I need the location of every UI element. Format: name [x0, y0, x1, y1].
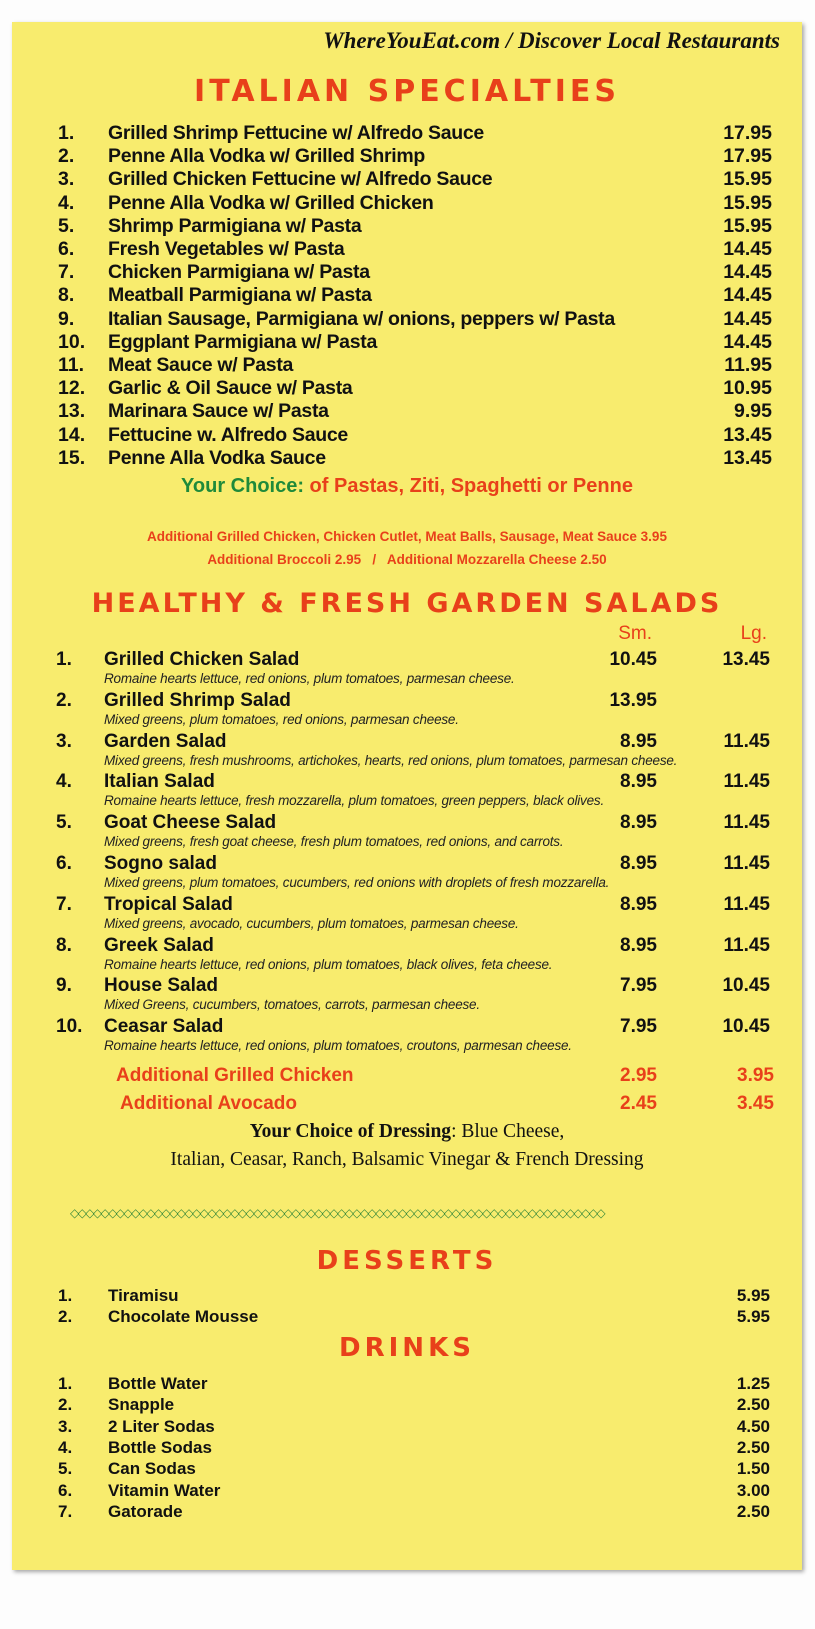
pasta-choice-text: of Pastas, Ziti, Spaghetti or Penne	[304, 475, 633, 497]
addon-name: Additional Grilled Chicken	[116, 1065, 354, 1086]
item-name: Gatorade	[108, 1501, 183, 1521]
item-name: 2 Liter Sodas	[108, 1416, 215, 1436]
item-name: Penne Alla Vodka Sauce	[108, 446, 326, 469]
item-price: 1.25	[736, 1374, 770, 1393]
item-price: 17.95	[723, 122, 772, 144]
salad-item	[12, 894, 802, 934]
item-name: Penne Alla Vodka w/ Grilled Chicken	[108, 191, 434, 214]
item-price: 14.45	[723, 261, 772, 284]
salad-number: 1.	[56, 649, 72, 670]
addon-price-large: 3.95	[737, 1065, 774, 1086]
item-number: 9.	[58, 307, 75, 330]
item-name: Meatball Parmigiana w/ Pasta	[108, 284, 372, 307]
item-name: Shrimp Parmigiana w/ Pasta	[108, 214, 362, 237]
italian-section-title: ITALIAN SPECIALTIES	[194, 74, 620, 109]
item-number: 4.	[58, 1437, 73, 1457]
item-price: 11.95	[724, 354, 772, 376]
item-price: 5.95	[736, 1307, 770, 1326]
pasta-choice-line	[12, 475, 802, 498]
salad-description: Romaine hearts lettuce, fresh mozzarella, plum tomatoes, green peppers, black olives.	[104, 793, 605, 809]
item-name: Fettucine w. Alfredo Sauce	[108, 423, 348, 446]
salad-item	[12, 812, 802, 852]
item-name: Marinara Sauce w/ Pasta	[108, 400, 329, 423]
dressing-line-1	[12, 1121, 802, 1143]
salad-price-large: 11.45	[723, 934, 770, 956]
diamond-divider: ◇◇◇◇◇◇◇◇◇◇◇◇◇◇◇◇◇◇◇◇◇◇◇◇◇◇◇◇◇◇◇◇◇◇◇◇◇◇◇◇◇◇◇◇◇◇◇◇◇◇◇◇◇◇◇◇◇◇◇◇◇◇◇◇◇◇◇◇◇◇	[70, 1206, 604, 1220]
item-price: 5.95	[736, 1286, 770, 1305]
item-price: 2.50	[736, 1395, 770, 1415]
item-name: Penne Alla Vodka w/ Grilled Shrimp	[108, 145, 426, 168]
item-number: 12.	[58, 377, 86, 400]
item-number: 14.	[58, 423, 86, 446]
item-number: 1.	[58, 1286, 73, 1305]
item-number: 3.	[58, 1416, 73, 1436]
dressing-options-1: : Blue Cheese,	[451, 1121, 565, 1142]
item-number: 6.	[58, 238, 75, 260]
item-number: 2.	[58, 145, 75, 168]
salad-price-large: 11.45	[723, 812, 770, 834]
item-name: Grilled Shrimp Fettucine w/ Alfredo Sauce	[108, 122, 484, 144]
salad-number: 6.	[56, 853, 72, 874]
item-name: Bottle Water	[108, 1374, 208, 1393]
salad-number: 3.	[56, 730, 72, 752]
salad-price-large: 10.45	[722, 1016, 770, 1038]
salad-price-small: 8.95	[620, 893, 657, 915]
salad-price-small: 8.95	[620, 812, 657, 834]
item-name: Chocolate Mousse	[108, 1307, 259, 1326]
salad-description: Mixed Greens, cucumbers, tomatoes, carrots, parmesan cheese.	[104, 997, 480, 1013]
addon-price-small: 2.95	[620, 1065, 657, 1086]
item-price: 10.95	[723, 377, 772, 400]
salad-number: 8.	[56, 934, 72, 956]
item-name: Grilled Chicken Fettucine w/ Alfredo Sauce	[108, 168, 493, 191]
salad-item	[12, 731, 802, 771]
salad-sm-header: Sm.	[618, 623, 652, 644]
item-number: 8.	[58, 284, 75, 307]
item-price: 14.45	[723, 284, 772, 307]
item-name: Can Sodas	[108, 1459, 196, 1479]
salad-price-large: 10.45	[722, 975, 770, 997]
item-number: 15.	[58, 446, 86, 469]
salad-lg-header: Lg.	[740, 623, 767, 644]
item-name: Snapple	[108, 1395, 175, 1415]
salad-item	[12, 1016, 802, 1056]
salad-price-small: 7.95	[620, 975, 657, 997]
salad-number: 10.	[56, 1016, 83, 1038]
item-number: 6.	[58, 1480, 73, 1500]
item-price: 3.00	[736, 1480, 770, 1500]
item-number: 5.	[58, 214, 75, 237]
item-price: 4.50	[736, 1416, 770, 1436]
addon-price-large: 3.45	[737, 1093, 774, 1114]
salad-name: Ceasar Salad	[104, 1016, 224, 1038]
item-price: 13.45	[723, 446, 772, 469]
pasta-additional-1: Additional Grilled Chicken, Chicken Cutlet, Meat Balls, Sausage, Meat Sauce 3.95	[147, 529, 667, 544]
salad-item	[12, 935, 802, 975]
salad-name: Garden Salad	[104, 730, 227, 752]
item-price: 15.95	[723, 191, 772, 214]
salad-item	[12, 690, 802, 730]
item-number: 7.	[58, 261, 75, 284]
salad-description: Romaine hearts lettuce, red onions, plum tomatoes, parmesan cheese.	[104, 671, 515, 686]
salad-price-small: 8.95	[620, 771, 657, 793]
salad-item	[12, 853, 802, 893]
salad-number: 4.	[56, 771, 72, 793]
item-name: Fresh Vegetables w/ Pasta	[108, 238, 345, 260]
item-number: 5.	[58, 1459, 73, 1479]
salad-price-small: 8.95	[620, 853, 657, 874]
salad-price-small: 8.95	[620, 730, 657, 752]
drinks-section-title: DRINKS	[339, 1333, 475, 1363]
item-name: Italian Sausage, Parmigiana w/ onions, peppers w/ Pasta	[108, 307, 615, 330]
item-price: 9.95	[734, 400, 772, 423]
salad-number: 7.	[56, 893, 72, 915]
addon-price-small: 2.45	[620, 1093, 657, 1114]
salad-price-large: 11.45	[723, 771, 770, 793]
salad-price-small: 7.95	[620, 1016, 657, 1038]
salad-price-small: 8.95	[620, 934, 657, 956]
item-price: 15.95	[723, 214, 772, 237]
item-number: 13.	[58, 400, 86, 423]
item-number: 11.	[58, 354, 85, 376]
salad-number: 9.	[56, 975, 72, 997]
salad-name: Tropical Salad	[104, 893, 233, 915]
salad-price-large: 11.45	[723, 730, 770, 752]
item-price: 1.50	[736, 1459, 770, 1479]
salad-price-small: 13.95	[609, 689, 657, 711]
salad-name: Grilled Shrimp Salad	[104, 689, 291, 711]
salad-price-large: 11.45	[723, 853, 770, 874]
salad-item	[12, 975, 802, 1015]
salad-description: Mixed greens, fresh goat cheese, fresh plum tomatoes, red onions, and carrots.	[104, 834, 564, 850]
salad-name: Sogno salad	[104, 853, 217, 874]
item-price: 2.50	[736, 1501, 770, 1521]
item-number: 3.	[58, 168, 75, 191]
item-name: Chicken Parmigiana w/ Pasta	[108, 261, 370, 284]
item-number: 1.	[58, 122, 75, 144]
salad-name: House Salad	[104, 975, 219, 997]
item-name: Eggplant Parmigiana w/ Pasta	[108, 330, 378, 353]
salad-price-large: 11.45	[723, 893, 770, 915]
item-number: 2.	[58, 1395, 73, 1415]
salad-description: Mixed greens, avocado, cucumbers, plum tomatoes, parmesan cheese.	[104, 915, 519, 931]
dressing-label: Your Choice of Dressing	[249, 1121, 452, 1142]
salad-item	[12, 649, 802, 689]
salad-item	[12, 771, 802, 811]
salad-name: Italian Salad	[104, 771, 215, 793]
item-price: 17.95	[723, 145, 772, 168]
menu-page	[12, 22, 802, 1570]
salad-name: Goat Cheese Salad	[104, 812, 277, 834]
site-title: WhereYouEat.com / Discover Local Restaurants	[323, 28, 780, 53]
item-number: 1.	[58, 1374, 73, 1393]
salads-section-title: HEALTHY & FRESH GARDEN SALADS	[91, 588, 723, 619]
desserts-section-title: DESSERTS	[316, 1246, 498, 1276]
pasta-additional-2: Additional Broccoli 2.95 / Additional Mozzarella Cheese 2.50	[207, 552, 607, 567]
dressing-line-2: Italian, Ceasar, Ranch, Balsamic Vinegar & French Dressing	[170, 1149, 644, 1170]
item-price: 14.45	[723, 330, 772, 353]
item-number: 10.	[58, 330, 86, 353]
addon-name: Additional Avocado	[120, 1093, 297, 1114]
pasta-choice-label: Your Choice:	[181, 475, 304, 497]
item-name: Garlic & Oil Sauce w/ Pasta	[108, 377, 353, 400]
salad-price-large: 13.45	[722, 649, 770, 670]
item-price: 14.45	[723, 238, 772, 260]
item-name: Vitamin Water	[108, 1480, 221, 1500]
salad-description: Mixed greens, plum tomatoes, red onions, parmesan cheese.	[104, 711, 459, 727]
item-name: Bottle Sodas	[108, 1437, 212, 1457]
salad-price-small: 10.45	[609, 649, 657, 670]
item-number: 7.	[58, 1501, 73, 1521]
item-number: 4.	[58, 191, 75, 214]
item-price: 14.45	[723, 307, 772, 330]
salad-description: Romaine hearts lettuce, red onions, plum tomatoes, black olives, feta cheese.	[104, 956, 553, 972]
item-number: 2.	[58, 1307, 73, 1326]
item-price: 13.45	[723, 423, 772, 446]
salad-name: Grilled Chicken Salad	[104, 649, 300, 670]
salad-description: Mixed greens, fresh mushrooms, artichokes, hearts, red onions, plum tomatoes, parmesan cheese.	[104, 752, 678, 768]
salad-number: 5.	[56, 812, 72, 834]
salad-number: 2.	[56, 689, 72, 711]
salad-name: Greek Salad	[104, 934, 214, 956]
item-price: 15.95	[723, 168, 772, 191]
item-price: 2.50	[736, 1437, 770, 1457]
item-name: Meat Sauce w/ Pasta	[108, 354, 294, 376]
salad-description: Romaine hearts lettuce, red onions, plum tomatoes, croutons, parmesan cheese.	[104, 1038, 572, 1054]
salad-description: Mixed greens, plum tomatoes, cucumbers, red onions with droplets of fresh mozzarella.	[104, 875, 610, 890]
item-name: Tiramisu	[108, 1286, 179, 1305]
